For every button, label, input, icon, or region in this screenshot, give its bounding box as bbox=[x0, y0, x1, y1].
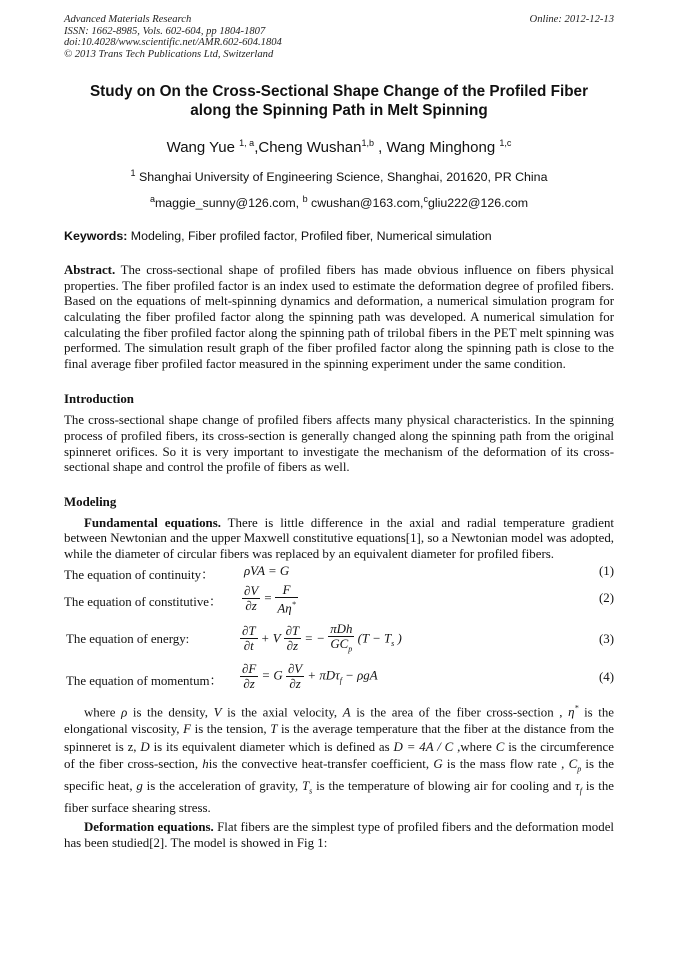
author-3-sup: 1,c bbox=[499, 138, 512, 148]
doi-line: doi:10.4028/www.scientific.net/AMR.602-604.1804 bbox=[64, 37, 282, 48]
issn-line: ISSN: 1662-8985, Vols. 602-604, pp 1804-1807 bbox=[64, 25, 266, 37]
journal-header bbox=[64, 14, 614, 60]
equation-4-label: The equation of momentum： bbox=[66, 673, 223, 688]
where-text-2: is the density, bbox=[127, 704, 214, 719]
where-text-9: ,where bbox=[453, 739, 496, 754]
where-text-14: is the acceleration of gravity, bbox=[142, 779, 302, 794]
abstract-text: The cross-sectional shape of profiled fibers has made obvious influence on fibers physical properties. The fiber profiled factor is an index used to estimate the deformation degree of profiled fibers. Based on the equations of melt-spinning dynamics and deformation, a numerical simulation program for calculating the fiber profiled factor along the spinning path was developed. A numerical simulation for calculating the fiber profiled factor along the spinning path of trilobal fibers in the PET melt spinning was performed. The simulation result graph of the fiber profiled factor along the spinning path is close to the final average fiber profiled factor measured in the spinning experiment under the same condition. bbox=[64, 263, 614, 371]
email-c: gliu222@126.com bbox=[427, 196, 529, 211]
modeling-heading: Modeling bbox=[64, 494, 117, 509]
equation-3-label: The equation of energy: bbox=[66, 631, 190, 646]
where-text-5: is the elongational viscosity, bbox=[64, 704, 615, 737]
equation-3-formula: $\frac{\partial T}{\partial t}$ + V $\frac{\partial T}{\partial z}$ = − $\frac{\text{πDh}}{GC_p}$ ($T - T_s$ ) bbox=[242, 621, 402, 654]
where-text-15: is the temperature of blowing air for cooling and bbox=[312, 779, 576, 794]
email-a: maggie_sunny@126.com, bbox=[154, 196, 303, 211]
keywords-label: Keywords: bbox=[64, 229, 128, 244]
author-3: , Wang Minghong bbox=[374, 139, 500, 156]
where-text-16: is the fiber surface shearing stress. bbox=[64, 779, 614, 816]
author-list bbox=[64, 134, 614, 157]
author-1-sup: 1, a bbox=[239, 138, 255, 148]
email-b: cwushan@163.com, bbox=[307, 196, 424, 211]
where-text-7: is the average temperature that the fiber at the distance from the spinneret is z, bbox=[64, 722, 614, 754]
where-text-3: is the axial velocity, bbox=[221, 704, 343, 719]
equation-3 bbox=[64, 619, 614, 659]
where-text-11: is the convective heat-transfer coefficient, bbox=[208, 757, 434, 772]
equation-3-number: (3) bbox=[598, 631, 614, 646]
equation-4-number: (4) bbox=[598, 669, 614, 684]
equation-2-number: (2) bbox=[598, 590, 614, 605]
keywords bbox=[64, 228, 614, 244]
equation-4-formula: $\frac{\partial F}{\partial z}$ = G $\frac{\partial V}{\partial z}$ + πDτ$_f$ − ρgA bbox=[242, 661, 378, 691]
email-b-sup: b bbox=[302, 194, 308, 205]
equation-1-formula: ρVA = G bbox=[244, 563, 290, 578]
affiliation bbox=[64, 165, 614, 185]
equation-4 bbox=[64, 662, 614, 696]
where-text-6: is the tension, bbox=[191, 722, 271, 737]
author-2-sup: 1,b bbox=[361, 138, 374, 148]
equation-1 bbox=[64, 564, 614, 583]
where-text-4: is the area of the fiber cross-section , bbox=[350, 704, 569, 719]
deformation-text: Flat fibers are the simplest type of profiled fibers and the deformation model has been studied[2]. The model is showed in Fig 1: bbox=[64, 820, 614, 851]
paper-title bbox=[64, 82, 614, 120]
fundamental-text: There is little difference in the axial and radial temperature gradient between Newtonian and the upper Maxwell constitutive equations[1], so a Newtonian model was adopted, while the diameter of circular fibers was replaced by an equivalent diameter for profiled fibers. bbox=[64, 515, 615, 561]
equation-2-label: The equation of constitutive： bbox=[64, 594, 222, 609]
title-line-2: along the Spinning Path in Melt Spinning bbox=[190, 102, 488, 119]
abstract bbox=[64, 263, 614, 372]
fundamental-label: Fundamental equations. bbox=[84, 515, 221, 530]
abstract-label: Abstract. bbox=[64, 263, 116, 278]
equation-2 bbox=[64, 583, 614, 615]
paper-page bbox=[64, 14, 614, 852]
variable-definitions: where ρ is the density, V is the axial velocity, A is the area of the fiber cross-section , η* is the elongational viscosity, F is the tension, T is the average temperature that the fiber at the distance from the spinneret is z, D is its equivalent diameter which is defined as D = 4A / C ,where C is the circumference of the fiber cross-section, his the convective heat-transfer coefficient, G is the mass flow rate , $C_p$ is the specific heat, g is the acceleration of gravity, $T_s$ is the temperature of blowing air for cooling and $\tau_f$ is the fiber surface shearing stress. bbox=[64, 703, 615, 816]
email-list bbox=[64, 191, 614, 211]
copyright-line: © 2013 Trans Tech Publications Ltd, Switzerland bbox=[64, 48, 274, 60]
email-c-sup: c bbox=[423, 194, 428, 205]
introduction-heading: Introduction bbox=[64, 392, 134, 407]
where-text-8: is its equivalent diameter which is defined as bbox=[149, 739, 394, 754]
title-line-1: Study on On the Cross-Sectional Shape Change of the Profiled Fiber bbox=[89, 83, 589, 100]
fundamental-equations-paragraph bbox=[64, 516, 614, 563]
where-text-12: is the mass flow rate , bbox=[442, 757, 569, 772]
affiliation-text: Shanghai University of Engineering Science, Shanghai, 201620, PR China bbox=[135, 170, 548, 185]
where-text-10: is the circumference of the fiber cross-section, bbox=[64, 739, 614, 772]
email-a-sup: a bbox=[149, 194, 155, 205]
equation-1-label: The equation of continuity： bbox=[64, 567, 214, 582]
deformation-equations-paragraph bbox=[64, 820, 614, 851]
keywords-text: Modeling, Fiber profiled factor, Profiled fiber, Numerical simulation bbox=[127, 229, 492, 244]
where-text-13: is the specific heat, bbox=[64, 757, 615, 794]
journal-name: Advanced Materials Research bbox=[64, 14, 192, 25]
where-text-1: where bbox=[84, 704, 122, 719]
deformation-label: Deformation equations. bbox=[84, 820, 214, 835]
introduction-text: The cross-sectional shape change of profiled fibers affects many physical characteristics. In the spinning process of profiled fibers, its cross-section is generally changed along the spinning path from the original spinneret orifices. So it is very important to investigate the mechanism of the deformation of its cross-sectional shape and control the profile of fibers as well. bbox=[64, 413, 614, 475]
equation-2-formula: $\frac{\partial V}{\partial z}$ = $\frac{F}{A\eta^*}$ bbox=[244, 582, 296, 615]
affiliation-sup: 1 bbox=[130, 168, 136, 178]
author-2: ,Cheng Wushan bbox=[254, 139, 362, 156]
author-1: Wang Yue bbox=[166, 139, 240, 156]
online-date: Online: 2012-12-13 bbox=[529, 14, 614, 25]
equation-1-number: (1) bbox=[598, 563, 614, 578]
